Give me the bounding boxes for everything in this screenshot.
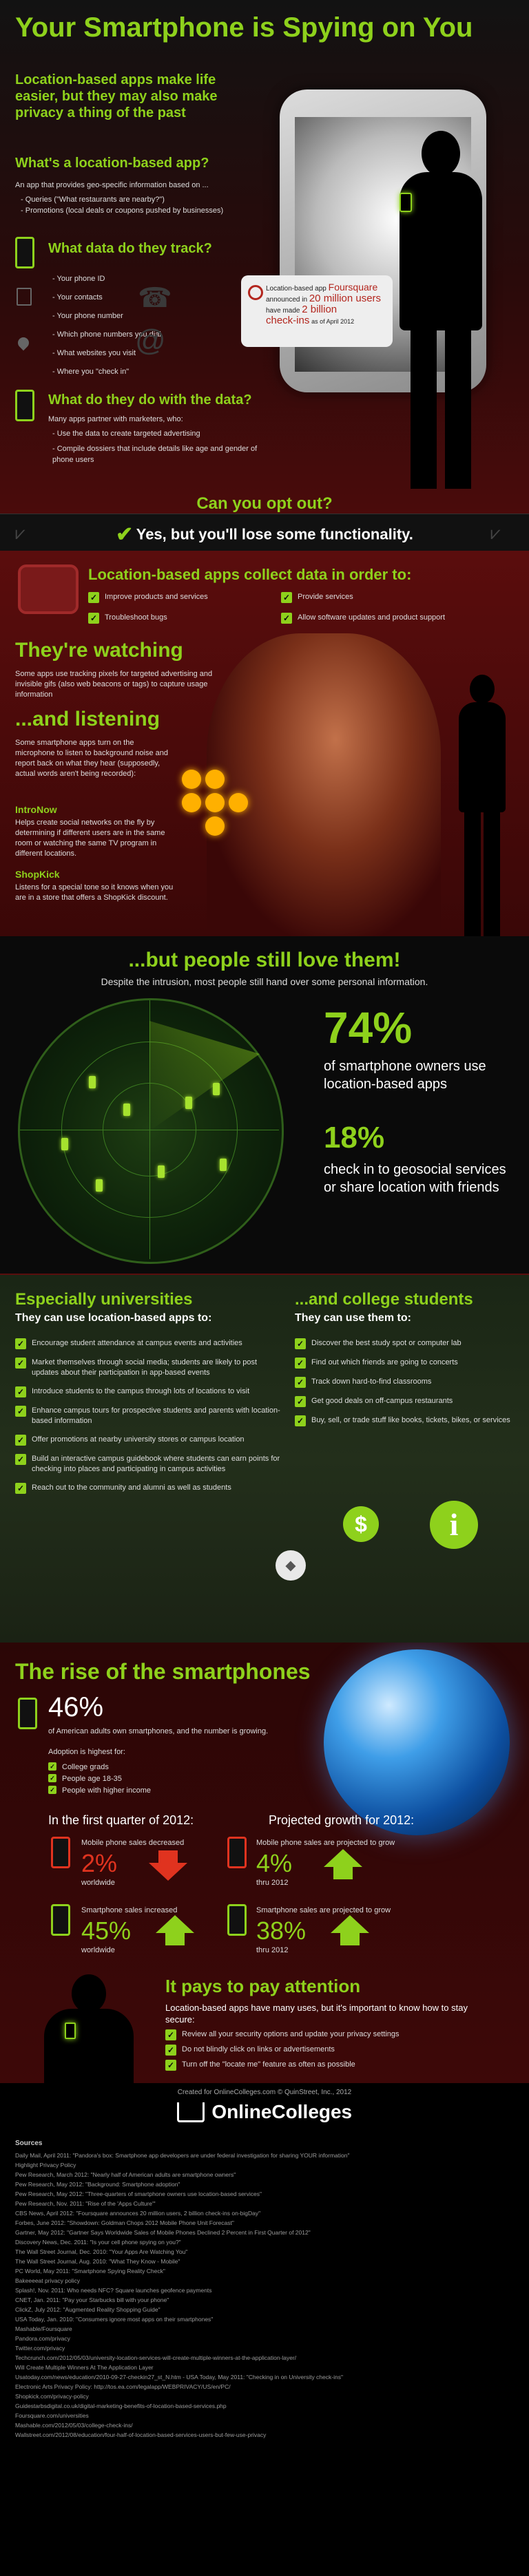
phone-icon: [18, 1698, 37, 1729]
phone-blip-icon: [158, 1165, 165, 1178]
list-item: ✓ Market themselves through social media; students are likely to post updates about their participation in app-based events: [15, 1358, 284, 1378]
source-item: The Wall Street Journal, Dec. 2010: "Your Apps Are Watching You": [15, 2248, 188, 2255]
contacts-icon: [17, 288, 32, 306]
list-item: - What websites you visit: [52, 344, 218, 363]
rise-stat: 46%: [48, 1692, 104, 1722]
spy-silhouette: [379, 131, 503, 489]
globe-graphic: [324, 1649, 510, 1835]
pb-label: Smartphone sales are projected to grow: [256, 1906, 391, 1914]
what-list: [21, 194, 269, 216]
spy-silhouette: [455, 675, 510, 936]
dollar-pin-icon: $: [343, 1506, 379, 1542]
source-item: PC World, May 2011: "Smartphone Spying Reality Check": [15, 2268, 165, 2274]
list-item: - Promotions (local deals or coupons pushed by businesses): [21, 205, 269, 216]
checkmark-icon: ✓: [295, 1396, 306, 1407]
source-item: The Wall Street Journal, Aug. 2010: "What They Know - Mobile": [15, 2258, 180, 2265]
sources-list: [15, 2151, 514, 2440]
list-item: - Which phone numbers you dial: [52, 326, 218, 344]
optout-answer: Yes, but you'll lose some functionality.: [136, 525, 413, 543]
checkmark-icon: ✓: [295, 1377, 306, 1388]
credit-text: Created for OnlineColleges.com © QuinStreet, Inc., 2012: [177, 2089, 352, 2096]
source-item: Techcrunch.com/2012/05/03/university-location-services-will-create-multiple-winners-at-the-application-layer/: [15, 2354, 297, 2361]
list-item: - Use the data to create targeted advertising: [52, 428, 273, 439]
source-item: ClickZ, July 2012: "Augmented Reality Shopping Guide": [15, 2306, 160, 2313]
checkmark-icon: ✓: [295, 1358, 306, 1369]
logo: [0, 2101, 529, 2123]
source-item: Pew Research, Nov. 2011: "Rise of the 'Apps Culture'": [15, 2200, 156, 2207]
source-item: CBS News, April 2012: "Foursquare announces 20 million users, 2 billion check-ins on-bigDay": [15, 2210, 261, 2217]
checkmark-icon: ✓: [15, 1406, 26, 1417]
list-item: ✓ Provide services: [281, 592, 474, 603]
attention-heading: It pays to pay attention: [165, 1976, 361, 1996]
love-heading: ...but people still love them!: [128, 949, 401, 971]
list-item: ✓ Turn off the "locate me" feature as often as possible: [165, 2060, 496, 2071]
stat2-text: check in to geosocial services or share location with friends: [324, 1162, 506, 1195]
stat1-text: of smartphone owners use location-based apps: [324, 1059, 486, 1092]
telephone-icon: ☎: [138, 283, 172, 313]
checkmark-icon: ✓: [281, 613, 292, 624]
phone-blip-icon: [185, 1097, 192, 1109]
attention-text: Location-based apps have many uses, but it's important to know how to stay secure:: [165, 2003, 468, 2025]
phone-blip-icon: [213, 1083, 220, 1095]
uni-sub: They can use location-based apps to:: [15, 1312, 212, 1324]
radar-graphic: [18, 998, 284, 1264]
uni-list: [15, 1334, 284, 1498]
source-item: Mashable/Foursquare: [15, 2325, 72, 2332]
checkmark-icon: ✓: [88, 592, 99, 603]
fs-users: 20 million users: [309, 293, 382, 304]
rise-section: [0, 1643, 529, 2083]
checkmark-icon: ✓: [15, 1435, 26, 1446]
source-item: Daily Mail, April 2011: "Pandora's box: Smartphone app developers are under federal investigation for sharing YOUR information": [15, 2152, 350, 2159]
students-sub: They can use them to:: [295, 1312, 411, 1324]
checkmark-icon: ✓: [295, 1415, 306, 1426]
phone-icon: [51, 1837, 70, 1868]
source-item: Highlight Privacy Policy: [15, 2162, 76, 2168]
phone-icon: [51, 1904, 70, 1936]
checkmark-icon: ✓: [15, 1358, 26, 1369]
pa-label: Mobile phone sales are projected to grow: [256, 1839, 395, 1847]
glowing-phone-icon: [400, 193, 412, 212]
list-item: ✓ Reach out to the community and alumni as well as students: [15, 1483, 284, 1494]
app2-text: Listens for a special tone so it knows when you are in a store that offers a ShopKick discount.: [15, 883, 174, 902]
intro-text: Location-based apps make life easier, but they may also make privacy a thing of the past: [15, 72, 218, 120]
phone-blip-icon: [89, 1076, 96, 1088]
q1a-unit: worldwide: [81, 1879, 115, 1887]
list-item: - Where you "check in": [52, 363, 218, 381]
source-item: Will Create Multiple Winners At The Application Layer: [15, 2364, 154, 2371]
checkmark-icon: ✓: [88, 613, 99, 624]
checkmark-icon: ✓: [15, 1338, 26, 1349]
list-item: - Compile dossiers that include details like age and gender of phone users: [52, 443, 273, 465]
fs-brand: Foursquare: [328, 282, 378, 293]
logo-text: OnlineColleges: [211, 2101, 353, 2122]
arrow-down-icon: [149, 1850, 187, 1881]
list-item: ✓ Do not blindly click on links or advertisements: [165, 2045, 496, 2056]
pb-unit: thru 2012: [256, 1946, 289, 1954]
pa-value: 4%: [256, 1849, 293, 1877]
list-item: ✓ Build an interactive campus guidebook where students can earn points for checking into places and participating in campus activities: [15, 1454, 284, 1475]
source-item: Wallstreet.com/2012/08/education/four-half-of-location-based-services-users-but-few-use-privacy: [15, 2431, 267, 2438]
source-item: Pew Research, March 2012: "Nearly half of American adults are smartphone owners": [15, 2171, 236, 2178]
list-item: - Queries ("What restaurants are nearby?"): [21, 194, 269, 205]
what-heading: What's a location-based app?: [15, 156, 209, 171]
adoption-label: Adoption is highest for:: [48, 1748, 125, 1756]
checkmark-icon: ✓: [165, 2029, 176, 2040]
source-item: Foursquare.com/universities: [15, 2412, 89, 2419]
stat1-value: 74%: [324, 1003, 413, 1053]
source-item: Electronic Arts Privacy Policy: http://tos.ea.com/legalapp/WEBPRIVACY/US/en/PC/: [15, 2383, 231, 2390]
proj-heading: Projected growth for 2012:: [269, 1813, 415, 1827]
list-item: ✓ Offer promotions at nearby university stores or campus location: [15, 1435, 284, 1446]
source-item: Twitter.com/privacy: [15, 2345, 65, 2352]
app2-title: ShopKick: [15, 869, 60, 880]
fs-line4: check-ins: [266, 315, 310, 326]
app1-title: IntroNow: [15, 804, 57, 815]
source-item: CNET, Jan. 2011: "Pay your Starbucks bill with your phone": [15, 2297, 169, 2303]
arrow-up-icon: [324, 1849, 362, 1879]
list-item: ✓ Track down hard-to-find classrooms: [295, 1377, 522, 1388]
phone-icon: [227, 1837, 247, 1868]
source-item: Discovery News, Dec. 2011: "Is your cell phone spying on you?": [15, 2239, 181, 2246]
checkmark-icon: ✓: [165, 2045, 176, 2056]
list-item: ✓ People age 18-35: [48, 1774, 255, 1784]
source-item: Pandora.com/privacy: [15, 2335, 70, 2342]
phone-blip-icon: [123, 1104, 130, 1116]
uni-heading: Especially universities: [15, 1290, 193, 1309]
phone-blip-icon: [61, 1138, 68, 1150]
list-item: ✓ Review all your security options and update your privacy settings: [165, 2029, 496, 2040]
page-title: Your Smartphone is Spying on You: [15, 12, 473, 43]
speech-bubble-icon: [18, 564, 79, 614]
checkmark-icon: ✓: [15, 1454, 26, 1465]
source-item: Usatoday.com/news/education/2010-09-27-checkin27_st_N.htm - USA Today, May 2011: "Checking in on University check-ins": [15, 2374, 343, 2380]
q1-heading: In the first quarter of 2012:: [48, 1813, 194, 1827]
source-item: Guidestarbsdigital.co.uk/digital-marketing-benefits-of-location-based-services.php: [15, 2403, 227, 2409]
phone-blip-icon: [220, 1159, 227, 1171]
q1a-label: Mobile phone sales decreased: [81, 1839, 185, 1847]
list-item: ✓ Improve products and services: [88, 592, 281, 603]
withdata-list: [52, 428, 273, 465]
phone-blip-icon: [96, 1179, 103, 1192]
antenna-icon: ⩗: [15, 522, 25, 543]
list-item: ✓ Discover the best study spot or computer lab: [295, 1338, 522, 1349]
collect-heading: Location-based apps collect data in order to:: [88, 566, 412, 583]
optout-question: Can you opt out?: [196, 494, 333, 513]
checkmark-icon: ✓: [165, 2060, 176, 2071]
fs-line2: announced in: [266, 296, 308, 304]
track-heading: What data do they track?: [48, 241, 212, 256]
spy-silhouette: [37, 1974, 141, 2083]
list-item: ✓ Find out which friends are going to concerts: [295, 1358, 522, 1369]
list-item: ✓ Buy, sell, or trade stuff like books, tickets, bikes, or services: [295, 1415, 522, 1426]
checkmark-icon: ✓: [48, 1774, 56, 1782]
students-heading: ...and college students: [295, 1290, 473, 1309]
app-grid-icon: [182, 770, 248, 836]
list-item: ✓ Introduce students to the campus through lots of locations to visit: [15, 1386, 284, 1397]
source-item: Gartner, May 2012: "Gartner Says Worldwide Sales of Mobile Phones Declined 2 Percent in First Quarter of 2012": [15, 2229, 311, 2236]
fs-line3: have made: [266, 307, 300, 315]
what-desc: An app that provides geo-specific information based on ...: [15, 181, 209, 189]
fs-line1: Location-based app: [266, 285, 326, 293]
source-item: Shopkick.com/privacy-policy: [15, 2393, 89, 2400]
pb-value: 38%: [256, 1917, 307, 1945]
checkmark-icon: ✓: [281, 592, 292, 603]
q1a-value: 2%: [81, 1849, 118, 1877]
source-item: Pew Research, May 2012: "Background: Smartphone adoption": [15, 2181, 180, 2188]
checkmark-icon: ✓: [15, 1483, 26, 1494]
info-pin-icon: i: [430, 1501, 478, 1549]
phone-icon: [15, 237, 34, 268]
listening-heading: ...and listening: [15, 708, 160, 730]
stat2-value: 18%: [324, 1121, 385, 1154]
q1b-value: 45%: [81, 1917, 132, 1945]
collect-list: [88, 588, 474, 628]
list-item: ✓ College grads: [48, 1762, 255, 1773]
rise-heading: The rise of the smartphones: [15, 1659, 311, 1684]
foursquare-callout: [241, 275, 393, 347]
glowing-phone-icon: [65, 2023, 76, 2039]
checkmark-icon: ✓: [48, 1762, 56, 1771]
source-item: Pew Research, May 2012: "Three-quarters of smartphone owners use location-based services": [15, 2190, 262, 2197]
list-item: - Your contacts: [52, 288, 218, 307]
withdata-lead: Many apps partner with marketers, who:: [48, 415, 183, 423]
arrow-up-icon: [331, 1915, 369, 1945]
rise-stat-text: of American adults own smartphones, and the number is growing.: [48, 1727, 269, 1735]
withdata-heading: What do they do with the data?: [48, 392, 252, 408]
fs-date: as of April 2012: [311, 318, 355, 325]
list-item: ✓ Enhance campus tours for prospective students and parents with location-based information: [15, 1406, 284, 1426]
source-item: Forbes, June 2012: "Showdown: Goldman Chops 2012 Mobile Phone Unit Forecast": [15, 2219, 234, 2226]
phone-icon: [15, 390, 34, 421]
list-item: - Your phone number: [52, 307, 218, 326]
q1b-unit: worldwide: [81, 1946, 115, 1954]
listening-text: Some smartphone apps turn on the microphone to listen to background noise and report back on what they hear (supposedly, actual words aren't being recorded):: [15, 739, 168, 778]
checkmark-icon: ✓: [295, 1338, 306, 1349]
fs-checkins: 2 billion: [302, 304, 338, 315]
app1-text: Helps create social networks on the fly by determining if different users are in the same room or watching the same TV program in different locations.: [15, 819, 165, 858]
source-item: USA Today, Jan. 2010: "Consumers ignore most apps on their smartphones": [15, 2316, 214, 2323]
list-item: ✓ People with higher income: [48, 1786, 255, 1796]
sources-title: Sources: [15, 2140, 43, 2147]
watching-heading: They're watching: [15, 639, 183, 662]
list-item: - Your phone ID: [52, 270, 218, 288]
source-item: Mashable.com/2012/05/03/college-check-ins/: [15, 2422, 133, 2429]
source-item: Bakeeeeat privacy policy: [15, 2277, 81, 2284]
checkmark-icon: ✔: [116, 523, 134, 546]
list-item: ✓ Allow software updates and product support: [281, 613, 474, 624]
footer-section: [0, 2083, 529, 2576]
arrow-up-icon: [156, 1915, 194, 1945]
love-section: [0, 936, 529, 1274]
students-list: [295, 1334, 522, 1430]
location-pin-icon: [16, 335, 32, 351]
antenna-icon: ⩗: [490, 522, 501, 543]
pa-unit: thru 2012: [256, 1879, 289, 1887]
checkmark-icon: ✓: [15, 1386, 26, 1397]
love-sub: Despite the intrusion, most people still hand over some personal information.: [101, 976, 428, 987]
list-item: ✓ Encourage student attendance at campus events and activities: [15, 1338, 284, 1349]
tag-pin-icon: ⬥: [276, 1550, 306, 1581]
collect-section: [0, 551, 529, 936]
pin-icon: [248, 285, 263, 300]
campus-section: [0, 1274, 529, 1644]
book-icon: [177, 2102, 205, 2122]
optout-bar: [0, 514, 529, 552]
at-sign-icon: @: [135, 324, 166, 357]
watching-text: Some apps use tracking pixels for targeted advertising and invisible gifs (also web beacons or tags) to capture usage information: [15, 670, 213, 699]
adoption-list: [48, 1761, 255, 1797]
q1b-label: Smartphone sales increased: [81, 1906, 178, 1914]
attention-list: [165, 2028, 496, 2072]
phone-icon: [227, 1904, 247, 1936]
source-item: Splash!, Nov. 2011: Who needs NFC? Square launches geofence payments: [15, 2287, 212, 2294]
list-item: ✓ Troubleshoot bugs: [88, 613, 281, 624]
header-section: [0, 0, 529, 514]
list-item: ✓ Get good deals on off-campus restaurants: [295, 1396, 522, 1407]
checkmark-icon: ✓: [48, 1786, 56, 1794]
